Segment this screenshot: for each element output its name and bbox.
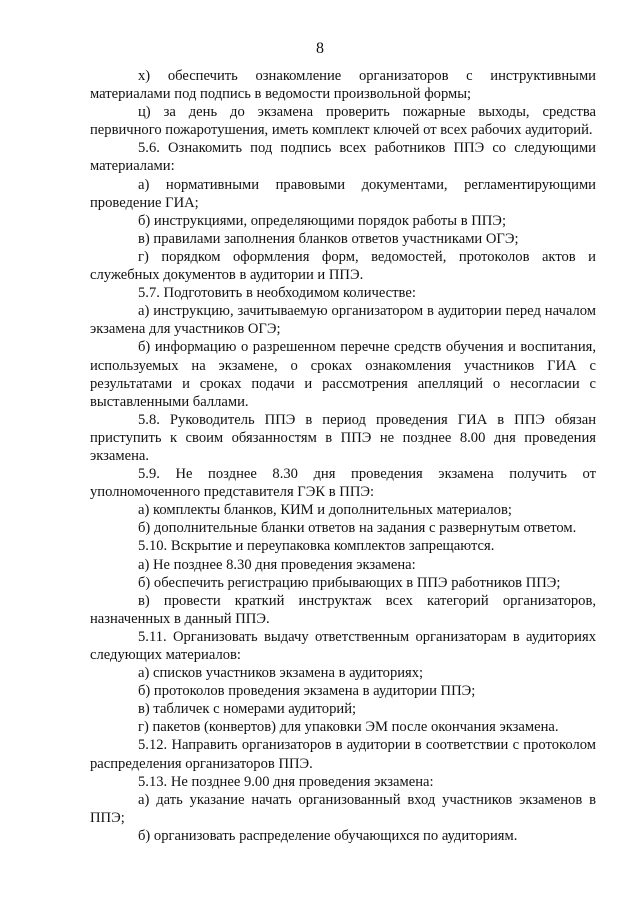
list-item: а) комплекты бланков, КИМ и дополнительных материалов;	[138, 502, 512, 519]
paragraph-5-10: 5.10. Вскрытие и переупаковка комплектов запрещаются.	[138, 538, 495, 555]
document-body	[90, 67, 596, 845]
list-item: б) дополнительные бланки ответов на задания с развернутым ответом.	[138, 520, 577, 537]
paragraph-5-6: 5.6. Ознакомить под подпись всех работников ППЭ со следующими материалами:	[90, 140, 596, 175]
list-item: б) информацию о разрешенном перечне средств обучения и воспитания, используемых на экзамене, о сроках ознакомления участников ГИА с результатами и сроках подачи и рассмотрения апелляций о несогласии с выставленными баллами.	[90, 339, 596, 410]
list-item: а) списков участников экзамена в аудиториях;	[138, 665, 424, 682]
list-item: а) инструкцию, зачитываемую организатором в аудитории перед началом экзамена для участников ОГЭ;	[90, 303, 596, 338]
paragraph-5-13: 5.13. Не позднее 9.00 дня проведения экзамена:	[138, 773, 434, 790]
list-item: в) правилами заполнения бланков ответов участниками ОГЭ;	[138, 230, 519, 247]
list-item: б) организовать распределение обучающихся по аудиториям.	[138, 827, 518, 844]
paragraph-5-12: 5.12. Направить организаторов в аудитории в соответствии с протоколом распределения организаторов ППЭ.	[90, 737, 596, 772]
list-item: г) порядком оформления форм, ведомостей, протоколов актов и служебных документов в аудитории и ППЭ.	[90, 248, 596, 284]
paragraph-ts: ц) за день до экзамена проверить пожарные выходы, средства первичного пожаротушения, иметь комплект ключей от всех рабочих аудиторий.	[90, 104, 596, 139]
list-item: в) провести краткий инструктаж всех категорий организаторов, назначенных в данный ППЭ.	[90, 592, 596, 627]
paragraph-5-9: 5.9. Не позднее 8.30 дня проведения экзамена получить от уполномоченного представителя ГЭК в ППЭ:	[90, 466, 596, 501]
list-item: г) пакетов (конвертов) для упаковки ЭМ после окончания экзамена.	[138, 719, 559, 736]
list-item: б) обеспечить регистрацию прибывающих в ППЭ работников ППЭ;	[138, 574, 561, 591]
page-number: 8	[316, 40, 324, 57]
list-item: а) нормативными правовыми документами, регламентирующими проведение ГИА;	[90, 176, 596, 211]
paragraph-kh: х) обеспечить ознакомление организаторов с инструктивными материалами под подпись в ведомости произвольной формы;	[90, 68, 596, 103]
list-item: а) дать указание начать организованный вход участников экзаменов в ППЭ;	[90, 791, 596, 826]
list-item: а) Не позднее 8.30 дня проведения экзамена:	[138, 556, 416, 573]
paragraph-5-11: 5.11. Организовать выдачу ответственным организаторам в аудиториях следующих материалов:	[90, 628, 596, 663]
list-item: б) протоколов проведения экзамена в аудитории ППЭ;	[138, 683, 476, 700]
list-item: в) табличек с номерами аудиторий;	[138, 701, 357, 718]
paragraph-5-8: 5.8. Руководитель ППЭ в период проведения ГИА в ППЭ обязан приступить к своим обязанностям в ППЭ не позднее 8.00 дня проведения экзамена.	[90, 411, 596, 464]
paragraph-5-7: 5.7. Подготовить в необходимом количестве:	[138, 285, 416, 302]
list-item: б) инструкциями, определяющими порядок работы в ППЭ;	[138, 212, 507, 229]
